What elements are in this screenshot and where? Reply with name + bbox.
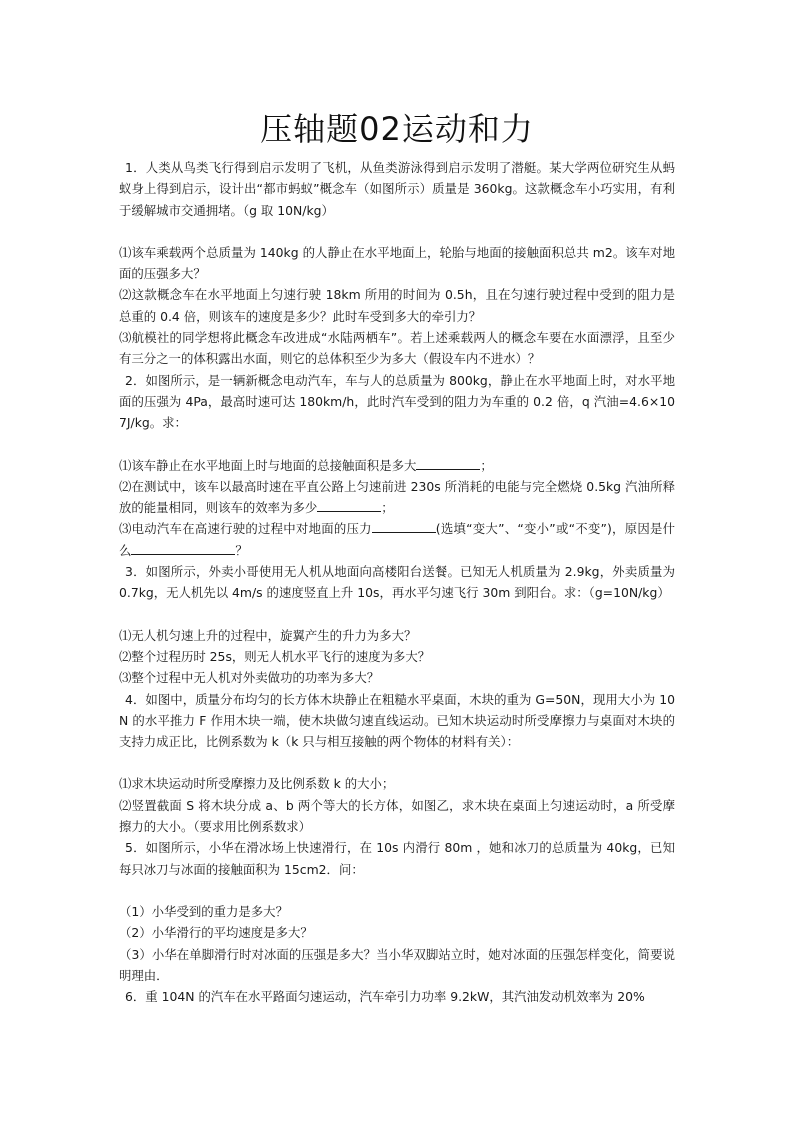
- question-2-part-3: [119, 518, 675, 561]
- spacer: [119, 880, 675, 901]
- question-2-part-3-mid: (选填“变大”、“变小”或“不变”)，原因是什么: [119, 521, 676, 558]
- answer-blank: [317, 499, 381, 512]
- question-2-part-2-end: ；: [381, 500, 394, 516]
- answer-blank: [131, 542, 235, 555]
- question-2-part-2-text: ⑵在测试中，该车以最高时速在平直公路上匀速前进 230s 所消耗的电能与完全燃烧 0.5kg 汽油所释放的能量相同，则该车的效率为多少: [119, 478, 675, 516]
- question-4-part-2: ⑵竖置截面 S 将木块分成 a、b 两个等大的长方体，如图乙，求木块在桌面上匀速运动时，a 所受摩擦力的大小。（要求用比例系数求）: [119, 797, 675, 835]
- question-3-part-2: ⑵整个过程历时 25s，则无人机水平飞行的速度为多大？: [119, 648, 431, 664]
- question-4-part-1: ⑴求木块运动时所受摩擦力及比例系数 k 的大小；: [119, 776, 395, 792]
- answer-blank: [372, 520, 436, 533]
- question-5-part-2: （2）小华滑行的平均速度是多大？: [119, 925, 313, 941]
- spacer: [119, 434, 675, 455]
- question-2-part-2: [119, 476, 675, 519]
- question-1-part-1: ⑴该车乘载两个总质量为 140kg 的人静止在水平地面上，轮胎与地面的接触面积总共 m2。该车对地面的压强多大？: [119, 244, 675, 282]
- question-5-part-1: （1）小华受到的重力是多大？: [119, 903, 288, 919]
- question-1-part-2: ⑵这款概念车在水平地面上匀速行驶 18km 所用的时间为 0.5h，且在匀速行驶过程中受到的阻力是总重的 0.4 倍，则该车的速度是多少？此时车受到多大的牵引力？: [119, 287, 675, 324]
- question-1-part-3: ⑶航模社的同学想将此概念车改进成“水陆两栖车”。若上述乘载两人的概念车要在水面漂浮，且至少有三分之一的体积露出水面，则它的总体积至少为多大（假设车内不进水）？: [119, 330, 675, 367]
- spacer: [119, 752, 675, 773]
- question-3-part-1: ⑴无人机匀速上升的过程中，旋翼产生的升力为多大？: [119, 627, 417, 643]
- question-5-part-3: （3）小华在单脚滑行时对冰面的压强是多大？当小华双脚站立时，她对冰面的压强怎样变化，简要说明理由．: [119, 946, 675, 983]
- answer-blank: [416, 457, 480, 470]
- question-2-part-1-end: ；: [480, 457, 493, 473]
- question-3-part-3: ⑶整个过程中无人机对外卖做功的功率为多大？: [119, 670, 380, 686]
- question-2-part-3-end: ？: [235, 542, 248, 558]
- question-2-part-3-text: ⑶电动汽车在高速行驶的过程中对地面的压力: [119, 521, 372, 537]
- question-4-stem: 4．如图中，质量分布均匀的长方体木块静止在粗糙水平桌面，木块的重为 G=50N，现用大小为 10N 的水平推力 F 作用木块一端，使木块做匀速直线运动。已知木块运动时所受摩擦力与桌面对木块的支持力成正比，比例系数为 k（k 只与相互接触的两个物体的材料有关）：: [119, 691, 675, 750]
- question-3-stem: 3．如图所示，外卖小哥使用无人机从地面向高楼阳台送餐。已知无人机质量为 2.9kg，外卖质量为 0.7kg，无人机先以 4m/s 的速度竖直上升 10s，再水平匀速飞行 30m 到阳台。求：（g=10N/kg）: [119, 564, 675, 601]
- question-1-stem: 1．人类从鸟类飞行得到启示发明了飞机，从鱼类游泳得到启示发明了潜艇。某大学两位研究生从蚂蚁身上得到启示，设计出“都市蚂蚁”概念车（如图所示）质量是 360kg。这款概念车小巧实用，有利于缓解城市交通拥堵。（g 取 10N/kg）: [119, 160, 675, 218]
- question-2-part-1: [119, 455, 675, 476]
- document-body: [119, 157, 675, 1007]
- spacer: [119, 221, 675, 242]
- question-6-stem: 6．重 104N 的汽车在水平路面匀速运动，汽车牵引力功率 9.2kW，其汽油发动机效率为 20%: [125, 989, 645, 1005]
- question-2-part-1-text: ⑴该车静止在水平地面上时与地面的总接触面积是多大: [119, 457, 417, 473]
- question-5-stem: 5．如图所示，小华在滑冰场上快速滑行，在 10s 内滑行 80m ，她和冰刀的总质量为 40kg，已知每只冰刀与冰面的接触面积为 15cm2．问：: [119, 840, 675, 877]
- question-2-stem: 2．如图所示，是一辆新概念电动汽车，车与人的总质量为 800kg，静止在水平地面上时，对水平地面的压强为 4Pa，最高时速可达 180km/h，此时汽车受到的阻力为车重的 0.2 倍，q 汽油=4.6×107J/kg。求：: [119, 372, 675, 431]
- page-title: 压轴题02运动和力: [260, 110, 534, 148]
- spacer: [119, 604, 675, 625]
